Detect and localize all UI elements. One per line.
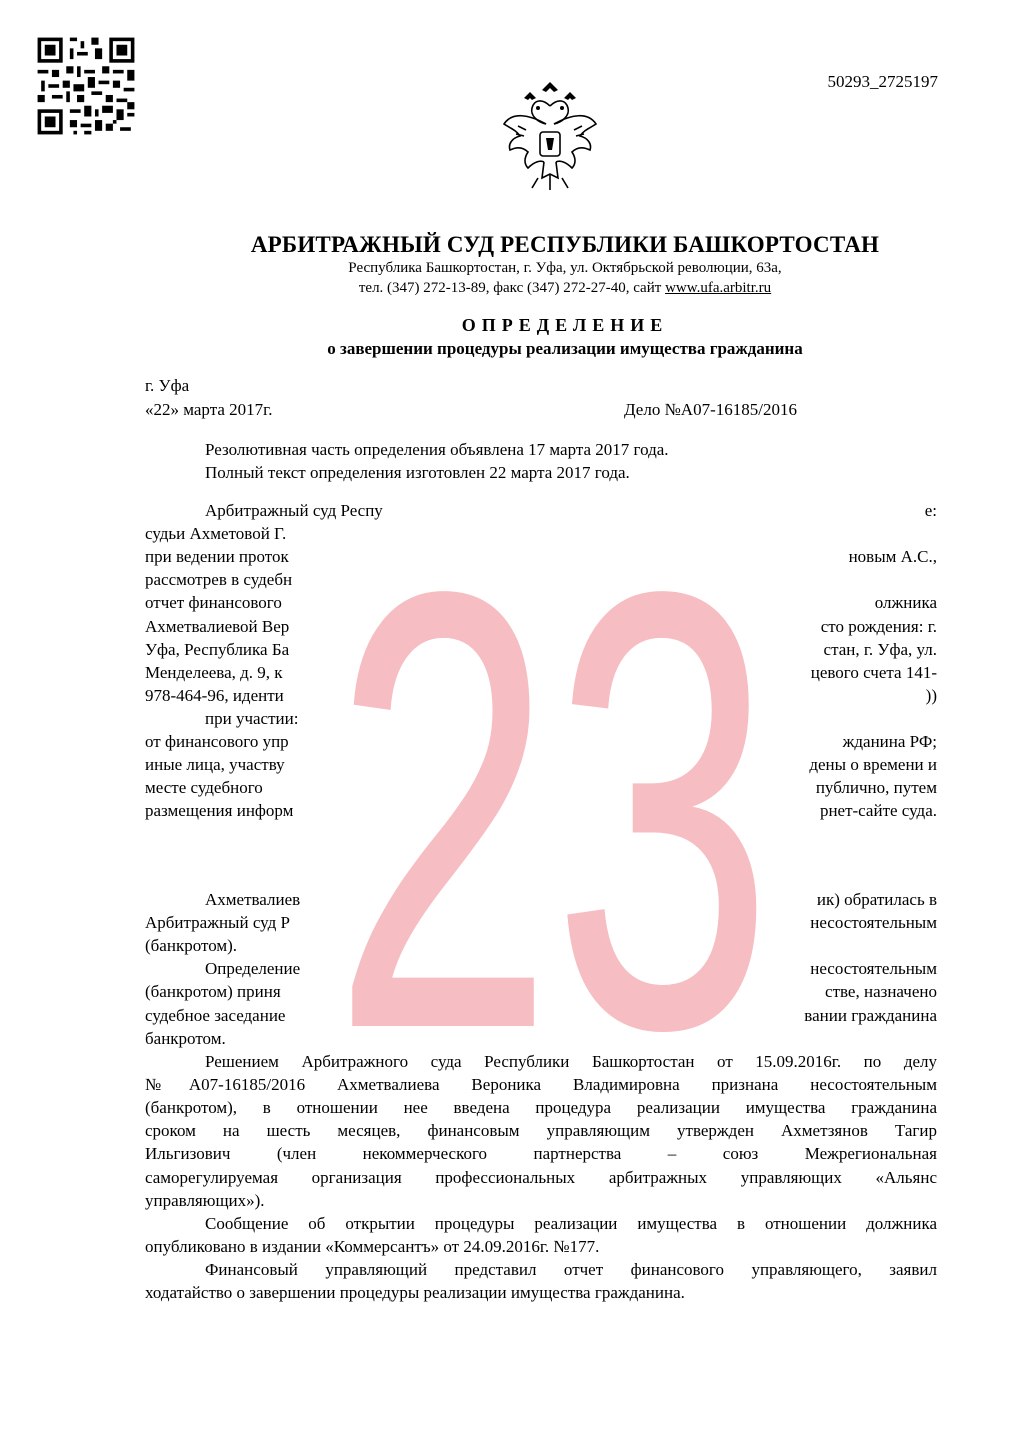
text-line-left: Арбитражный суд Р bbox=[145, 913, 290, 933]
text-line-left: судьи Ахметовой Г. bbox=[145, 524, 287, 544]
text-line-left: месте судебного bbox=[145, 778, 263, 798]
text-line-right: олжника bbox=[874, 593, 937, 613]
intro-line: Резолютивная часть определения объявлена 17 марта 2017 года. bbox=[205, 440, 669, 459]
text-line-right: несостоятельным bbox=[810, 913, 937, 933]
text-line-right: рнет-сайте суда. bbox=[819, 801, 937, 821]
text-line: ходатайство о завершении процедуры реализации имущества гражданина. bbox=[145, 1283, 685, 1302]
text-line-left: от финансового упр bbox=[145, 732, 289, 751]
text-line-right: вании гражданина bbox=[804, 1005, 937, 1025]
text-line-right: публично, путем bbox=[815, 778, 937, 798]
text-line: Финансовый управляющий представил отчет финансового управляющего, заявил bbox=[205, 1259, 937, 1279]
text-line-right: жданина РФ; bbox=[842, 732, 937, 751]
watermark-text: 23 bbox=[333, 520, 773, 1040]
text-line-right: несостоятельным bbox=[810, 959, 937, 979]
court-phone-fax: тел. (347) 272-13-89, факс (347) 272-27-40, сайт bbox=[358, 280, 666, 296]
text-line-left: иные лица, участву bbox=[145, 755, 285, 775]
court-website-link[interactable]: www.ufa.arbitr.ru bbox=[665, 280, 772, 296]
text-line: (банкротом), в отношении нее введена процедура реализации имущества гражданина bbox=[145, 1098, 937, 1118]
text-line-right: стве, назначено bbox=[825, 982, 937, 1002]
coat-of-arms-icon bbox=[498, 78, 602, 194]
text-line: саморегулируемая организация профессиональных арбитражных управляющих «Альянс bbox=[145, 1167, 937, 1187]
court-title: АРБИТРАЖНЫЙ СУД РЕСПУБЛИКИ БАШКОРТОСТАН bbox=[250, 232, 880, 257]
text-line: опубликовано в издании «Коммерсантъ» от 24.09.2016г. №177. bbox=[145, 1236, 600, 1256]
text-line: №А07-16185/2016 Ахметвалиева Вероника Владимировна признана несостоятельным bbox=[145, 1075, 937, 1095]
text-line-left: при участии: bbox=[205, 708, 299, 728]
date: «22» марта 2017г. bbox=[145, 400, 273, 419]
text-line-left: банкротом. bbox=[145, 1028, 226, 1048]
page-number-watermark bbox=[318, 520, 788, 1040]
text-line-right: ик) обратилась в bbox=[816, 890, 937, 909]
text-line-right: е: bbox=[924, 501, 937, 520]
text-line-right: новым А.С., bbox=[848, 547, 937, 567]
city: г. Уфа bbox=[145, 376, 190, 395]
text-line: Решением Арбитражного суда Республики Башкортостан от 15.09.2016г. по делу bbox=[205, 1052, 937, 1071]
text-line: управляющих»). bbox=[145, 1190, 265, 1210]
text-line: Сообщение об открытии процедуры реализации имущества в отношении должника bbox=[205, 1213, 937, 1233]
text-line-left: Арбитражный суд Респу bbox=[205, 501, 383, 520]
text-line: сроком на шесть месяцев, финансовым управляющим утвержден Ахметзянов Тагир bbox=[145, 1121, 937, 1141]
text-line-left: Менделеева, д. 9, к bbox=[145, 662, 283, 682]
text-line: Ильгизович (член некоммерческого партнерства – союз Межрегиональная bbox=[145, 1144, 937, 1164]
text-line-left: размещения информ bbox=[145, 801, 294, 821]
text-line-left: (банкротом). bbox=[145, 936, 238, 956]
text-line-left: 978-464-96, иденти bbox=[145, 685, 284, 705]
text-line-right: сто рождения: г. bbox=[820, 616, 937, 636]
text-line-right: стан, г. Уфа, ул. bbox=[823, 639, 937, 659]
text-line-left: рассмотрев в судебн bbox=[145, 570, 293, 590]
text-line-left: при ведении проток bbox=[145, 547, 289, 567]
document-type: ОПРЕДЕЛЕНИЕ bbox=[461, 315, 669, 335]
qr-code-icon bbox=[34, 34, 138, 138]
text-line-right: )) bbox=[925, 685, 937, 705]
text-line-left: Определение bbox=[205, 959, 301, 979]
case-number: Дело №А07-16185/2016 bbox=[624, 400, 797, 419]
text-line-right: дены о времени и bbox=[809, 755, 937, 775]
text-line-left: Ахметвалиевой Вер bbox=[145, 616, 290, 636]
text-line-left: отчет финансового bbox=[145, 593, 282, 613]
document-subtitle: о завершении процедуры реализации имущества гражданина bbox=[327, 339, 803, 358]
text-line-left: судебное заседание bbox=[145, 1005, 286, 1025]
text-line-left: (банкротом) приня bbox=[145, 982, 281, 1002]
text-line-left: Ахметвалиев bbox=[205, 890, 301, 909]
text-line-left: Уфа, Республика Ба bbox=[145, 639, 290, 659]
court-contacts bbox=[150, 280, 980, 297]
text-line-right: цевого счета 141- bbox=[810, 662, 937, 682]
document-id: 50293_2725197 bbox=[827, 72, 938, 91]
intro-line: Полный текст определения изготовлен 22 марта 2017 года. bbox=[205, 463, 630, 482]
court-address: Республика Башкортостан, г. Уфа, ул. Октябрьской революции, 63а, bbox=[348, 260, 782, 276]
